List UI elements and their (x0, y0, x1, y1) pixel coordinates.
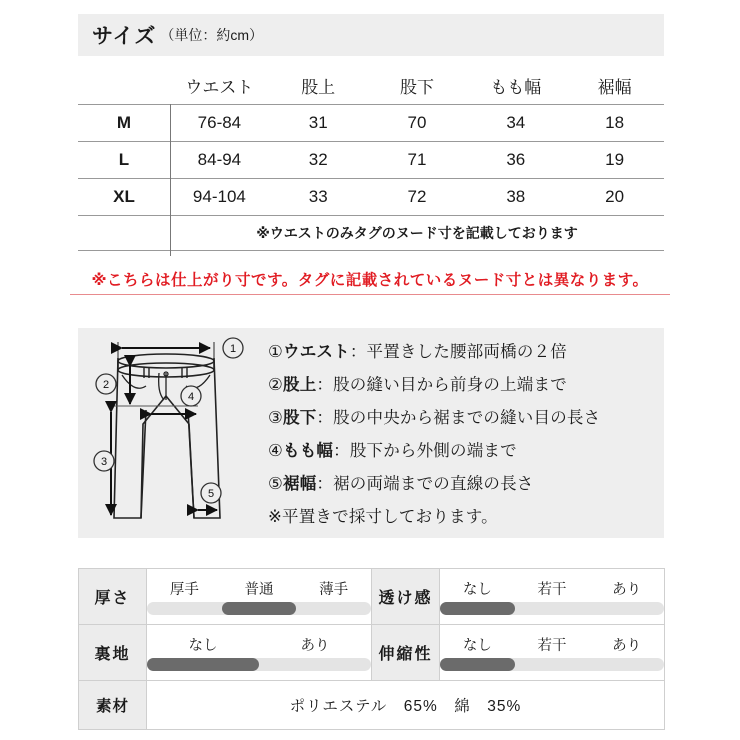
legend-item-hem (268, 468, 664, 501)
spec-row-lining-stretch (79, 625, 665, 681)
legend-description: 股の中央から裾までの縫い目の長さ (333, 409, 601, 427)
size-table-vertical-divider (170, 104, 171, 256)
note-spacer (78, 216, 170, 251)
scale-option: なし (188, 638, 218, 654)
spec-row-thickness-sheerness (79, 569, 665, 625)
svg-text:3: 3 (100, 456, 108, 468)
scale-option: 薄手 (319, 582, 349, 598)
lining-scale (147, 634, 371, 671)
legend-number: ③ (268, 409, 283, 427)
cell-thigh: 36 (466, 142, 565, 179)
cell-thigh: 38 (466, 179, 565, 216)
spec-value-sheerness (440, 569, 665, 625)
cell-inseam: 72 (368, 179, 467, 216)
cell-hem: 19 (565, 142, 664, 179)
cell-inseam: 70 (368, 105, 467, 142)
spec-row-material (79, 681, 665, 730)
legend-item-waist (268, 336, 664, 369)
legend-separator: ： (316, 475, 334, 493)
column-header-waist: ウエスト (185, 77, 254, 97)
scale-option: 厚手 (169, 582, 199, 598)
size-table-header-row (78, 66, 664, 105)
svg-text:2: 2 (102, 379, 110, 391)
scale-option: 若干 (537, 638, 567, 654)
legend-description: 股の縫い目から前身の上端まで (333, 376, 567, 394)
legend-description: 股下から外側の端まで (349, 442, 517, 460)
svg-text:4: 4 (187, 391, 195, 403)
column-header-rise: 股上 (301, 77, 336, 97)
sheerness-scale-track (440, 602, 664, 615)
sheerness-scale-labels (440, 578, 664, 599)
legend-item-rise (268, 369, 664, 402)
legend-description: 裾の両端までの直線の長さ (333, 475, 534, 493)
sheerness-scale-indicator (440, 602, 515, 615)
cell-thigh: 34 (466, 105, 565, 142)
spec-label-stretch: 伸縮性 (372, 625, 440, 681)
legend-item-thigh (268, 435, 664, 468)
cell-hem: 18 (565, 105, 664, 142)
legend-separator: ： (333, 442, 350, 460)
size-table-note: ※ウエストのみタグのヌード寸を記載しております (170, 216, 664, 251)
cell-waist: 94-104 (170, 179, 269, 216)
cell-hem: 20 (565, 179, 664, 216)
row-size-label: M (78, 105, 170, 142)
size-column-header (78, 66, 170, 105)
scale-option: あり (300, 638, 330, 654)
pants-diagram (78, 328, 268, 538)
row-size-label: L (78, 142, 170, 179)
row-size-label: XL (78, 179, 170, 216)
legend-separator: ： (316, 376, 334, 394)
scale-option: なし (462, 582, 492, 598)
legend-separator: ： (316, 409, 334, 427)
thickness-scale-labels (147, 578, 371, 599)
stretch-scale-labels (440, 634, 664, 655)
stretch-scale-indicator (440, 658, 515, 671)
legend-separator: ： (349, 343, 367, 361)
cell-rise: 31 (269, 105, 368, 142)
spec-table (78, 568, 665, 730)
legend-description: 平置きした腰部両橋の２倍 (366, 343, 567, 361)
table-row (78, 179, 664, 216)
spec-value-stretch (440, 625, 665, 681)
pants-illustration-svg (78, 328, 268, 538)
size-table-note-row (78, 216, 664, 251)
page-title: サイズ (92, 25, 157, 48)
legend-label: 裾幅 (283, 475, 317, 493)
legend-number: ① (268, 343, 283, 361)
spec-value-thickness (147, 569, 372, 625)
cell-inseam: 71 (368, 142, 467, 179)
thickness-scale (147, 578, 371, 615)
scale-option: あり (612, 582, 642, 598)
scale-option: あり (612, 638, 642, 654)
fit-measurement-warning: ※こちらは仕上がり寸です。タグに記載されているヌード寸とは異なります。 (70, 268, 670, 295)
legend-label: 股下 (283, 409, 317, 427)
cell-waist: 84-94 (170, 142, 269, 179)
column-header-inseam: 股下 (399, 77, 434, 97)
stretch-scale-track (440, 658, 664, 671)
cell-rise: 32 (269, 142, 368, 179)
legend-label: もも幅 (283, 442, 334, 460)
cell-waist: 76-84 (170, 105, 269, 142)
size-table (78, 66, 664, 251)
thickness-scale-track (147, 602, 371, 615)
spec-label-thickness: 厚さ (79, 569, 147, 625)
table-row (78, 142, 664, 179)
legend-number: ⑤ (268, 475, 283, 493)
thickness-scale-indicator (222, 602, 297, 615)
scale-option: 若干 (537, 582, 567, 598)
table-row (78, 105, 664, 142)
legend-number: ② (268, 376, 283, 394)
scale-option: 普通 (244, 582, 274, 598)
stretch-scale (440, 634, 664, 671)
svg-text:5: 5 (207, 488, 215, 500)
legend-number: ④ (268, 442, 283, 460)
scale-option: なし (462, 638, 492, 654)
measurement-guide-panel (78, 328, 664, 538)
cell-rise: 33 (269, 179, 368, 216)
lining-scale-indicator (147, 658, 259, 671)
page-title-band (78, 14, 664, 56)
lining-scale-labels (147, 634, 371, 655)
svg-text:1: 1 (229, 343, 237, 355)
column-header-hem: 裾幅 (597, 77, 632, 97)
spec-label-sheerness: 透け感 (372, 569, 440, 625)
spec-label-lining: 裏地 (79, 625, 147, 681)
lining-scale-track (147, 658, 371, 671)
measurement-legend (268, 336, 664, 532)
spec-value-material: ポリエステル 65% 綿 35% (147, 681, 665, 730)
column-header-thigh: もも幅 (490, 77, 542, 97)
legend-label: 股上 (283, 376, 317, 394)
spec-value-lining (147, 625, 372, 681)
legend-label: ウエスト (283, 343, 350, 361)
sheerness-scale (440, 578, 664, 615)
legend-footnote: ※平置きで採寸しております。 (268, 508, 498, 526)
page-title-unit: （単位：約cm） (160, 27, 263, 43)
spec-label-material: 素材 (79, 681, 147, 730)
legend-item-inseam (268, 402, 664, 435)
